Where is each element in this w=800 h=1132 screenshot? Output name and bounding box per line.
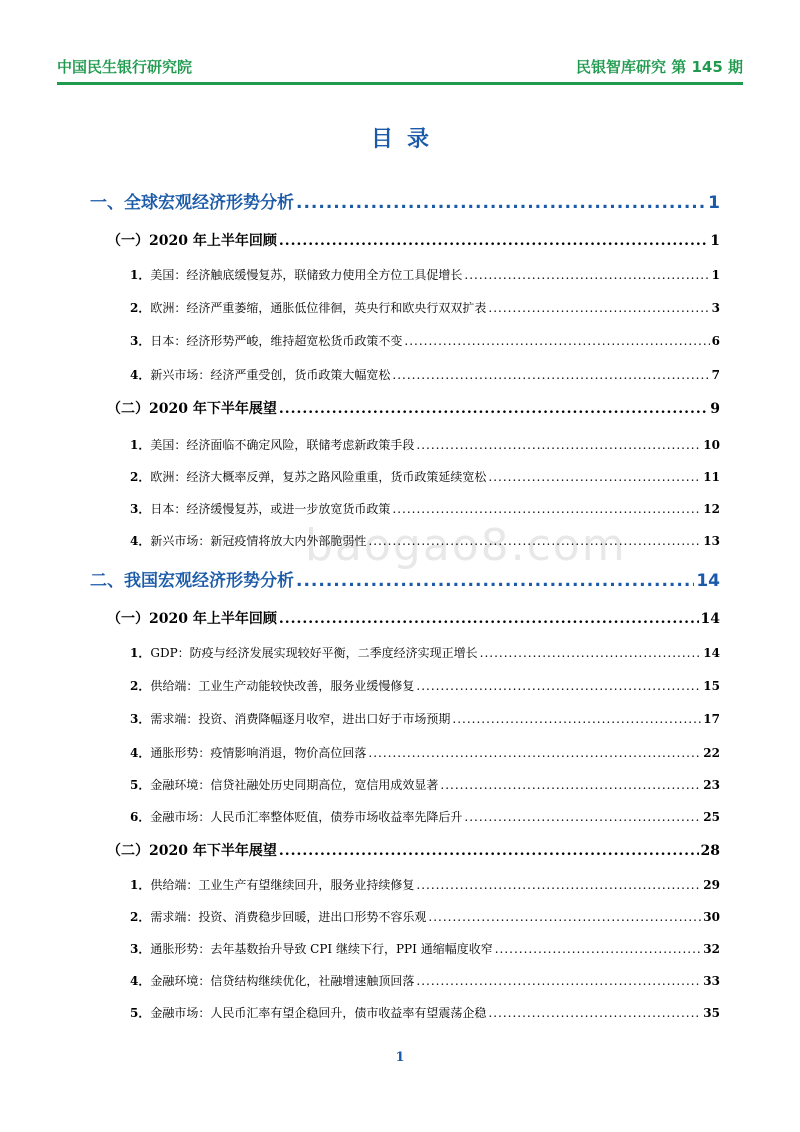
toc-entry[interactable] [90,566,720,591]
toc-entry-label: （一）2020 年上半年回顾 [107,611,277,627]
toc-entry-label: GDP：防疫与经济发展实现较好平衡，二季度经济实现正增长 [150,646,478,660]
toc-entry-title [130,808,462,825]
toc-entry-number: 2． [130,910,151,924]
toc-entry-title [130,299,486,316]
dot-leader [416,974,701,988]
toc-entry-label: 通胀形势：疫情影响消退，物价高位回落 [150,746,367,760]
toc-entry-title [90,566,294,591]
toc-entry-page: 11 [703,470,720,484]
toc-entry-number: 3． [130,334,151,348]
toc-entry-page: 3 [711,301,720,315]
toc-entry-number: 6． [130,810,151,824]
toc-entry[interactable] [130,468,720,485]
toc-entry[interactable] [130,500,720,517]
toc-entry-number: 1． [130,878,151,892]
toc-entry-title [130,266,462,283]
toc-title: 目录 [370,127,443,152]
toc-entry[interactable] [107,398,720,418]
toc-entry-title [130,744,366,761]
dot-leader [488,1006,701,1020]
toc-entry-label: 供给端：工业生产动能较快改善，服务业缓慢修复 [150,679,415,693]
toc-entry-page: 13 [703,534,720,548]
toc-entry[interactable] [130,710,720,727]
toc-entry-page: 12 [703,502,720,516]
toc-entry-label: 金融环境：信贷社融处历史同期高位，宽信用成效显著 [150,778,439,792]
toc-entry-title [107,398,277,418]
dot-leader [488,470,701,484]
toc-entry-page: 1 [711,268,720,282]
dot-leader [279,611,699,627]
toc-entry-page: 14 [696,571,720,591]
toc-entry[interactable] [130,744,720,761]
toc-entry-page: 22 [703,746,720,760]
toc-entry-page: 28 [700,843,720,859]
toc-entry-label: 欧洲：经济大概率反弹，复苏之路风险重重，货币政策延续宽松 [150,470,487,484]
dot-leader [428,910,701,924]
toc-entry[interactable] [130,1004,720,1021]
toc-entry-label: 新兴市场：经济严重受创，货币政策大幅宽松 [150,368,391,382]
dot-leader [440,778,701,792]
toc-entry-number: 5． [130,778,151,792]
toc-entry-label: 供给端：工业生产有望继续回升，服务业持续修复 [150,878,415,892]
toc-entry[interactable] [107,608,720,628]
toc-entry[interactable] [130,776,720,793]
toc-entry-page: 1 [708,193,720,213]
toc-entry-label: 需求端：投资、消费稳步回暖，进出口形势不容乐观 [150,910,427,924]
toc-entry-title [130,436,414,453]
toc-entry-title [107,608,277,628]
toc-entry[interactable] [130,808,720,825]
dot-leader [416,679,701,693]
toc-entry-page: 7 [711,368,720,382]
toc-entry-label: 一、全球宏观经济形势分析 [90,193,294,213]
toc-entry-label: 金融环境：信贷结构继续优化，社融增速触顶回落 [150,974,415,988]
dot-leader [464,810,701,824]
toc-entry-label: （一）2020 年上半年回顾 [107,233,277,249]
dot-leader [404,334,709,348]
toc-entry-page: 14 [703,646,720,660]
institution-name: 中国民生银行研究院 [57,58,193,76]
toc-entry-number: 2． [130,470,151,484]
dot-leader [368,534,701,548]
toc-entry-title [130,677,414,694]
toc-entry-title [130,776,438,793]
page-number: 1 [395,1050,405,1065]
toc-entry-label: 二、我国宏观经济形势分析 [90,571,294,591]
toc-entry-number: 2． [130,679,151,693]
toc-entry[interactable] [130,940,720,957]
toc-entry-label: 金融市场：人民币汇率有望企稳回升，债市收益率有望震荡企稳 [150,1006,487,1020]
toc-entry-title [130,532,366,549]
toc-entry[interactable] [130,332,720,349]
toc-entry-page: 29 [703,878,720,892]
toc-entry-title [130,468,486,485]
toc-entry[interactable] [130,972,720,989]
toc-entry-page: 32 [703,942,720,956]
toc-entry-label: 新兴市场：新冠疫情将放大内外部脆弱性 [150,534,367,548]
toc-entry-page: 10 [703,438,720,452]
toc-entry-label: 美国：经济触底缓慢复苏，联储致力使用全方位工具促增长 [150,268,463,282]
dot-leader [368,746,701,760]
toc-entry-title [90,188,294,213]
dot-leader [464,268,709,282]
dot-leader [279,233,708,249]
toc-entry-number: 4． [130,974,151,988]
toc-entry[interactable] [130,436,720,453]
toc-entry-number: 2． [130,301,151,315]
dot-leader [296,571,694,591]
toc-entry-label: 欧洲：经济严重萎缩，通胀低位徘徊，英央行和欧央行双双扩表 [150,301,487,315]
toc-entry-page: 30 [703,910,720,924]
dot-leader [480,646,702,660]
toc-entry-title [130,332,402,349]
toc-entry[interactable] [130,677,720,694]
dot-leader [495,942,702,956]
toc-entry-number: 3． [130,502,151,516]
toc-entry[interactable] [107,230,720,250]
toc-entry-number: 4． [130,368,151,382]
watermark: baogao8.com [305,520,627,571]
toc-entry[interactable] [130,266,720,283]
toc-entry-title [107,840,277,860]
toc-entry-number: 4． [130,746,151,760]
toc-entry-page: 6 [711,334,720,348]
toc-entry-number: 1． [130,438,151,452]
dot-leader [416,878,701,892]
toc-entry-number: 3． [130,712,151,726]
toc-entry-title [130,940,493,957]
dot-leader [392,368,709,382]
toc-entry[interactable] [130,532,720,549]
toc-entry-title [130,876,414,893]
toc-entry-page: 1 [710,233,720,249]
toc-entry-label: （二）2020 年下半年展望 [107,843,277,859]
dot-leader [392,502,701,516]
toc-entry-page: 14 [700,611,720,627]
toc-entry-title [130,644,478,661]
toc-entry-label: 美国：经济面临不确定风险，联储考虑新政策手段 [150,438,415,452]
toc-entry-title [130,1004,486,1021]
dot-leader [279,843,699,859]
toc-entry-number: 1． [130,646,151,660]
dot-leader [488,301,709,315]
toc-entry[interactable] [90,188,720,213]
page-header [57,52,743,85]
toc-entry-number: 4． [130,534,151,548]
toc-entry-label: 需求端：投资、消费降幅逐月收窄，进出口好于市场预期 [150,712,451,726]
toc-entry-page: 33 [703,974,720,988]
toc-entry-title [130,908,426,925]
toc-entry[interactable] [130,366,720,383]
toc-entry-label: （二）2020 年下半年展望 [107,401,277,417]
toc-entry[interactable] [130,644,720,661]
toc-entry-label: 日本：经济形势严峻，维持超宽松货币政策不变 [150,334,403,348]
toc-entry-title [130,710,450,727]
toc-entry-title [130,366,390,383]
dot-leader [296,193,706,213]
toc-entry-page: 17 [703,712,720,726]
toc-entry-page: 25 [703,810,720,824]
toc-entry-label: 日本：经济缓慢复苏，或进一步放宽货币政策 [150,502,391,516]
toc-entry-number: 1． [130,268,151,282]
toc-entry-label: 通胀形势：去年基数抬升导致 CPI 继续下行，PPI 通缩幅度收窄 [150,942,493,956]
toc-entry-number: 3． [130,942,151,956]
toc-entry[interactable] [107,840,720,860]
toc-entry-title [130,500,390,517]
toc-entry-page: 15 [703,679,720,693]
toc-entry-title [130,972,414,989]
publication-issue: 民银智库研究 第 145 期 [576,58,743,76]
toc-entry-number: 5． [130,1006,151,1020]
toc-entry-page: 23 [703,778,720,792]
toc-entry[interactable] [130,299,720,316]
toc-entry[interactable] [130,908,720,925]
toc-entry-page: 9 [710,401,720,417]
dot-leader [416,438,701,452]
toc-entry-title [107,230,277,250]
toc-entry-label: 金融市场：人民币汇率整体贬值，债券市场收益率先降后升 [150,810,463,824]
toc-entry[interactable] [130,876,720,893]
toc-entry-page: 35 [703,1006,720,1020]
dot-leader [279,401,708,417]
dot-leader [452,712,701,726]
